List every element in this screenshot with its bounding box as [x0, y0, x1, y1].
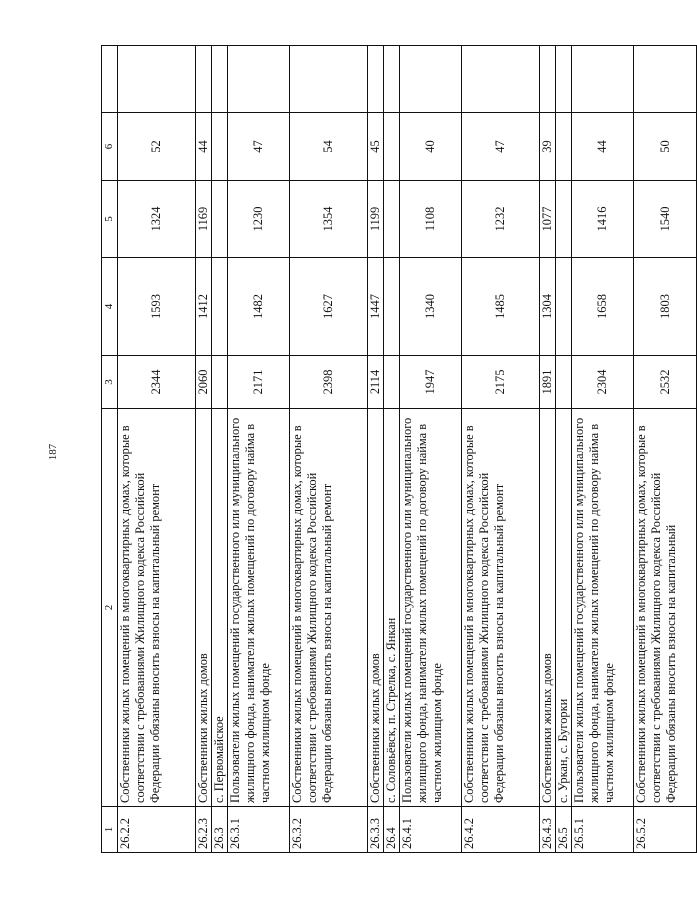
table-row: [400, 46, 462, 853]
row-value-col4: [556, 258, 572, 356]
row-value-col4: [384, 258, 400, 356]
row-value-col5: 1230: [228, 181, 290, 258]
row-description: Собственники жилых домов: [196, 409, 212, 807]
row-value-col6: [556, 113, 572, 181]
row-value-col6: [212, 113, 228, 181]
header-cell: 5: [102, 181, 118, 258]
table-row: [290, 46, 368, 853]
row-value-col5: 1108: [400, 181, 462, 258]
row-value-col3: 2171: [228, 356, 290, 409]
row-empty-cell: [118, 46, 196, 113]
row-code: 26.2.2: [118, 807, 196, 853]
row-empty-cell: [196, 46, 212, 113]
row-description: Собственники жилых помещений в многоквартирных домах, которые в соответствии с требованиями Жилищного кодекса Российской Федерации обязаны вносить взносы на капитальный ремонт: [462, 409, 540, 807]
row-value-col3: 2060: [196, 356, 212, 409]
row-empty-cell: [228, 46, 290, 113]
row-value-col4: 1304: [540, 258, 556, 356]
row-code: 26.3.1: [228, 807, 290, 853]
row-value-col6: 45: [368, 113, 384, 181]
row-value-col4: 1627: [290, 258, 368, 356]
row-empty-cell: [556, 46, 572, 113]
table-row: [228, 46, 290, 853]
row-code: 26.3.3: [368, 807, 384, 853]
row-value-col3: 1947: [400, 356, 462, 409]
row-value-col5: 1232: [462, 181, 540, 258]
row-value-col5: [556, 181, 572, 258]
row-value-col6: 54: [290, 113, 368, 181]
row-description: Собственники жилых домов: [540, 409, 556, 807]
row-value-col5: 1416: [572, 181, 634, 258]
row-description: Пользователи жилых помещений государственного или муниципального жилищного фонда, наниматели жилых помещений по договору найма в частном жилищном фонде: [400, 409, 462, 807]
table-row: [634, 46, 697, 853]
row-value-col5: 1324: [118, 181, 196, 258]
row-empty-cell: [540, 46, 556, 113]
row-code: 26.4.2: [462, 807, 540, 853]
table-row: [462, 46, 540, 853]
table-row: [540, 46, 556, 853]
page-number: 187: [47, 443, 59, 461]
row-value-col3: 2175: [462, 356, 540, 409]
row-description: с. Уркан, с. Бугорки: [556, 409, 572, 807]
row-value-col4: 1412: [196, 258, 212, 356]
row-value-col4: 1593: [118, 258, 196, 356]
row-value-col3: [384, 356, 400, 409]
row-value-col6: 52: [118, 113, 196, 181]
row-code: 26.3.2: [290, 807, 368, 853]
row-value-col6: 44: [572, 113, 634, 181]
row-value-col3: 1891: [540, 356, 556, 409]
row-value-col6: 50: [634, 113, 697, 181]
table-row: [196, 46, 212, 853]
row-value-col3: 2398: [290, 356, 368, 409]
row-value-col5: 1077: [540, 181, 556, 258]
row-value-col4: 1485: [462, 258, 540, 356]
row-description: Собственники жилых помещений в многоквартирных домах, которые в соответствии с требованиями Жилищного кодекса Российской Федерации обязаны вносить взносы на капитальный ремонт: [290, 409, 368, 807]
row-value-col3: 2532: [634, 356, 697, 409]
row-empty-cell: [400, 46, 462, 113]
row-code: 26.5: [556, 807, 572, 853]
table-row: [384, 46, 400, 853]
row-code: 26.5.2: [634, 807, 697, 853]
table-row: [572, 46, 634, 853]
row-value-col5: 1169: [196, 181, 212, 258]
row-value-col5: 1354: [290, 181, 368, 258]
row-value-col4: 1658: [572, 258, 634, 356]
row-empty-cell: [572, 46, 634, 113]
row-description: Пользователи жилых помещений государственного или муниципального жилищного фонда, наниматели жилых помещений по договору найма в частном жилищном фонде: [572, 409, 634, 807]
row-value-col5: 1540: [634, 181, 697, 258]
table-row: [212, 46, 228, 853]
row-value-col6: [384, 113, 400, 181]
row-empty-cell: [290, 46, 368, 113]
row-value-col3: [556, 356, 572, 409]
row-value-col6: 40: [400, 113, 462, 181]
row-value-col6: 44: [196, 113, 212, 181]
row-value-col3: [212, 356, 228, 409]
row-value-col3: 2304: [572, 356, 634, 409]
row-description: Пользователи жилых помещений государственного или муниципального жилищного фонда, наниматели жилых помещений по договору найма в частном жилищном фонде: [228, 409, 290, 807]
row-code: 26.4: [384, 807, 400, 853]
row-description: с. Соловьёвск, п. Стрелка, с. Янкан: [384, 409, 400, 807]
row-empty-cell: [634, 46, 697, 113]
row-value-col5: 1199: [368, 181, 384, 258]
row-description: Собственники жилых помещений в многоквартирных домах, которые в соответствии с требованиями Жилищного кодекса Российской Федерации обязаны вносить взносы на капитальный ремонт: [118, 409, 196, 807]
table-row: [118, 46, 196, 853]
row-value-col3: 2344: [118, 356, 196, 409]
header-cell: 6: [102, 113, 118, 181]
row-description: Собственники жилых домов: [368, 409, 384, 807]
row-value-col4: 1482: [228, 258, 290, 356]
header-cell: 3: [102, 356, 118, 409]
header-cell-empty: [102, 46, 118, 113]
row-code: 26.3: [212, 807, 228, 853]
row-value-col4: 1803: [634, 258, 697, 356]
header-cell: 1: [102, 807, 118, 853]
rotated-table-container: [101, 46, 678, 853]
row-value-col6: 39: [540, 113, 556, 181]
row-value-col3: 2114: [368, 356, 384, 409]
row-code: 26.4.3: [540, 807, 556, 853]
row-description: Собственники жилых помещений в многоквартирных домах, которые в соответствии с требованиями Жилищного кодекса Российской Федерации обязаны вносить взносы на капитальный: [634, 409, 697, 807]
row-code: 26.5.1: [572, 807, 634, 853]
row-value-col4: 1447: [368, 258, 384, 356]
table-row: [556, 46, 572, 853]
row-empty-cell: [368, 46, 384, 113]
row-value-col5: [212, 181, 228, 258]
row-value-col4: 1340: [400, 258, 462, 356]
header-row: [102, 46, 118, 853]
header-cell: 2: [102, 409, 118, 807]
row-value-col4: [212, 258, 228, 356]
row-value-col6: 47: [228, 113, 290, 181]
header-cell: 4: [102, 258, 118, 356]
row-value-col5: [384, 181, 400, 258]
row-empty-cell: [462, 46, 540, 113]
row-code: 26.4.1: [400, 807, 462, 853]
tariff-table: [101, 45, 697, 853]
row-empty-cell: [212, 46, 228, 113]
row-description: с. Первомайское: [212, 409, 228, 807]
table-row: [368, 46, 384, 853]
row-code: 26.2.3: [196, 807, 212, 853]
row-empty-cell: [384, 46, 400, 113]
row-value-col6: 47: [462, 113, 540, 181]
